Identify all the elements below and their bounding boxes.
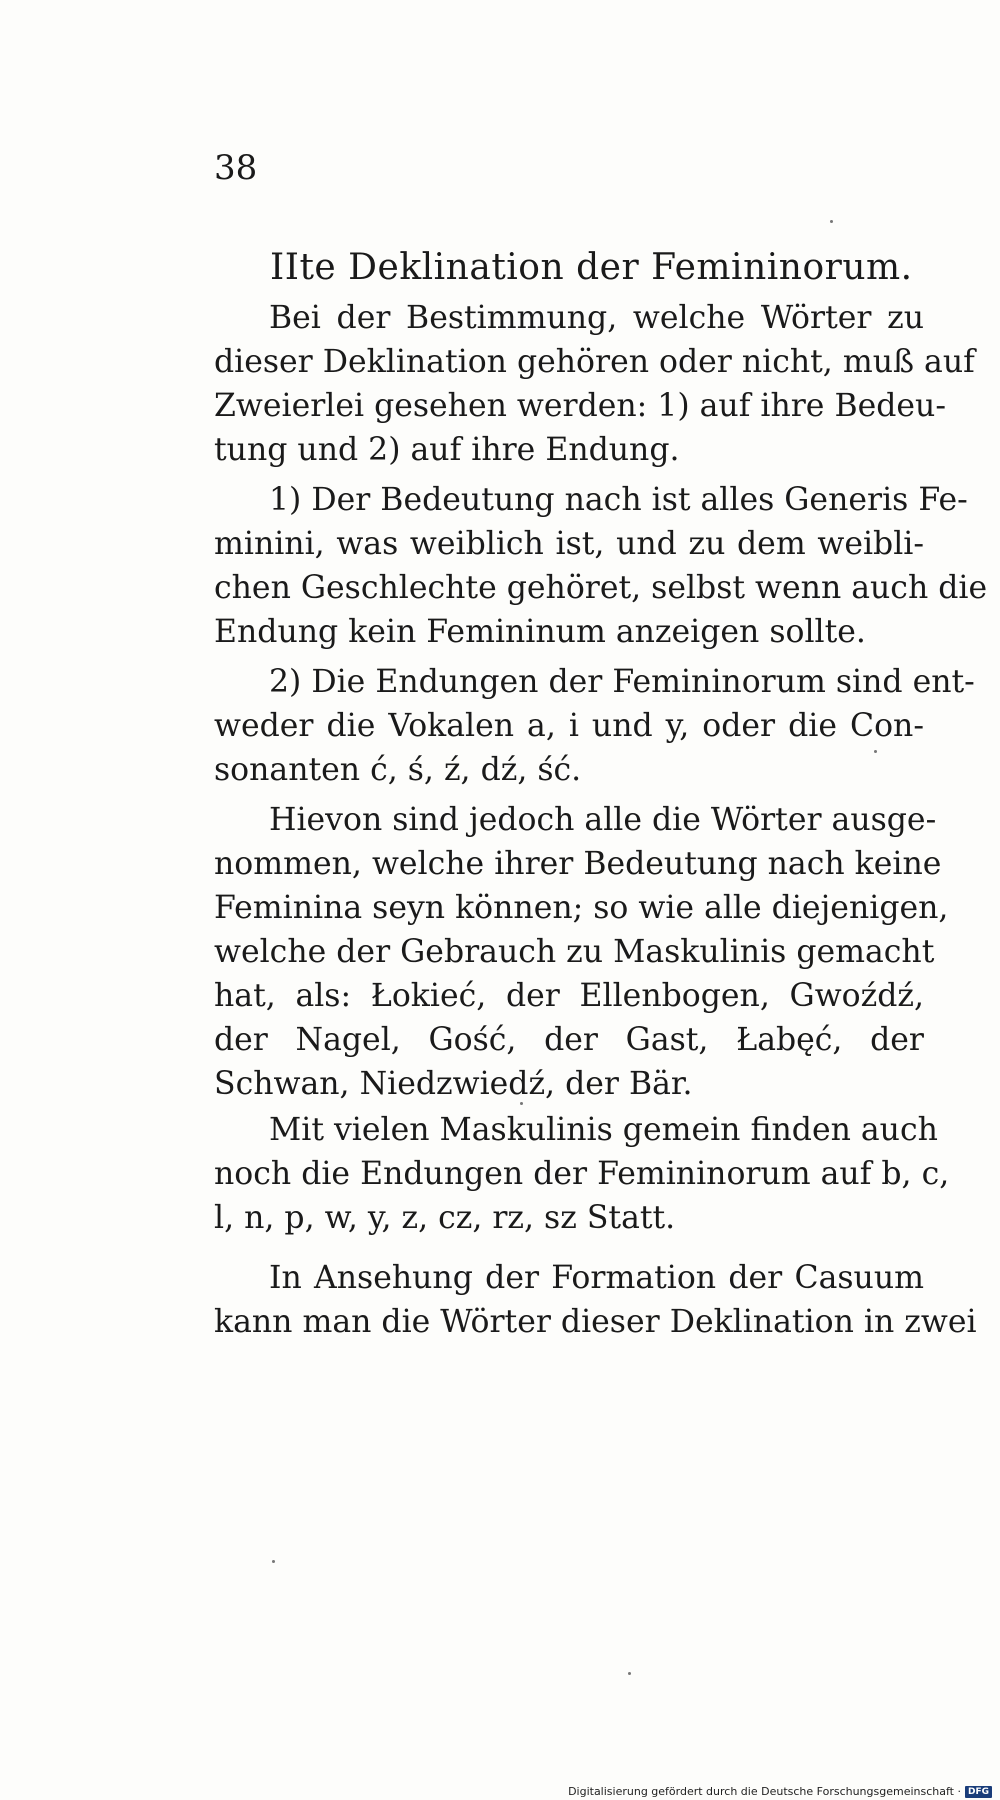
text-line: noch die Endungen der Femininorum auf b, c,	[214, 1156, 950, 1192]
text-line: kann man die Wörter dieser Deklination in zwei	[214, 1304, 977, 1340]
section-heading: IIte Deklination der Femininorum.	[270, 247, 913, 288]
scan-speck	[830, 220, 833, 223]
scan-speck	[874, 750, 877, 753]
text-line: der Nagel, Gość, der Gast, Łabęć, der	[214, 1022, 924, 1058]
text-line: Feminina seyn können; so wie alle diejenigen,	[214, 890, 949, 926]
text-line: Hievon sind jedoch alle die Wörter ausge-	[269, 802, 937, 838]
text-line: 2) Die Endungen der Femininorum sind ent-	[269, 664, 975, 700]
text-line: tung und 2) auf ihre Endung.	[214, 432, 680, 468]
text-line: sonanten ć, ś, ź, dź, ść.	[214, 752, 582, 788]
scan-speck	[272, 1560, 275, 1563]
text-line: weder die Vokalen a, i und y, oder die Con-	[214, 708, 924, 744]
paragraph-1	[214, 296, 975, 472]
text-line: Mit vielen Maskulinis gemein finden auch	[269, 1112, 938, 1148]
paragraph-3	[214, 660, 975, 792]
text-line: chen Geschlechte gehöret, selbst wenn auch die	[214, 570, 988, 606]
text-line: Bei der Bestimmung, welche Wörter zu	[269, 300, 924, 336]
text-line: hat, als: Łokieć, der Ellenbogen, Gwoźdź,	[214, 978, 924, 1014]
text-line: In Ansehung der Formation der Casuum	[269, 1260, 924, 1296]
digitization-footer	[568, 1785, 992, 1798]
dfg-logo-icon: DFG	[965, 1786, 992, 1798]
paragraph-6	[214, 1256, 977, 1344]
page-number: 38	[214, 148, 258, 188]
scan-speck	[520, 1102, 523, 1105]
text-line: Schwan, Niedzwiedź, der Bär.	[214, 1066, 693, 1102]
text-line: l, n, p, w, y, z, cz, rz, sz Statt.	[214, 1200, 676, 1236]
text-line: Zweierlei gesehen werden: 1) auf ihre Bedeu-	[214, 388, 946, 424]
paragraph-2	[214, 478, 988, 654]
text-line: 1) Der Bedeutung nach ist alles Generis Fe-	[269, 482, 968, 518]
scan-speck	[628, 1672, 631, 1675]
text-line: minini, was weiblich ist, und zu dem weibli-	[214, 526, 924, 562]
footer-credit-text: Digitalisierung gefördert durch die Deutsche Forschungsgemeinschaft ·	[568, 1785, 961, 1798]
text-line: welche der Gebrauch zu Maskulinis gemacht	[214, 934, 935, 970]
paragraph-4	[214, 798, 949, 1106]
text-line: Endung kein Femininum anzeigen sollte.	[214, 614, 866, 650]
text-line: nommen, welche ihrer Bedeutung nach keine	[214, 846, 942, 882]
text-line: dieser Deklination gehören oder nicht, muß auf	[214, 344, 975, 380]
paragraph-5	[214, 1108, 950, 1240]
